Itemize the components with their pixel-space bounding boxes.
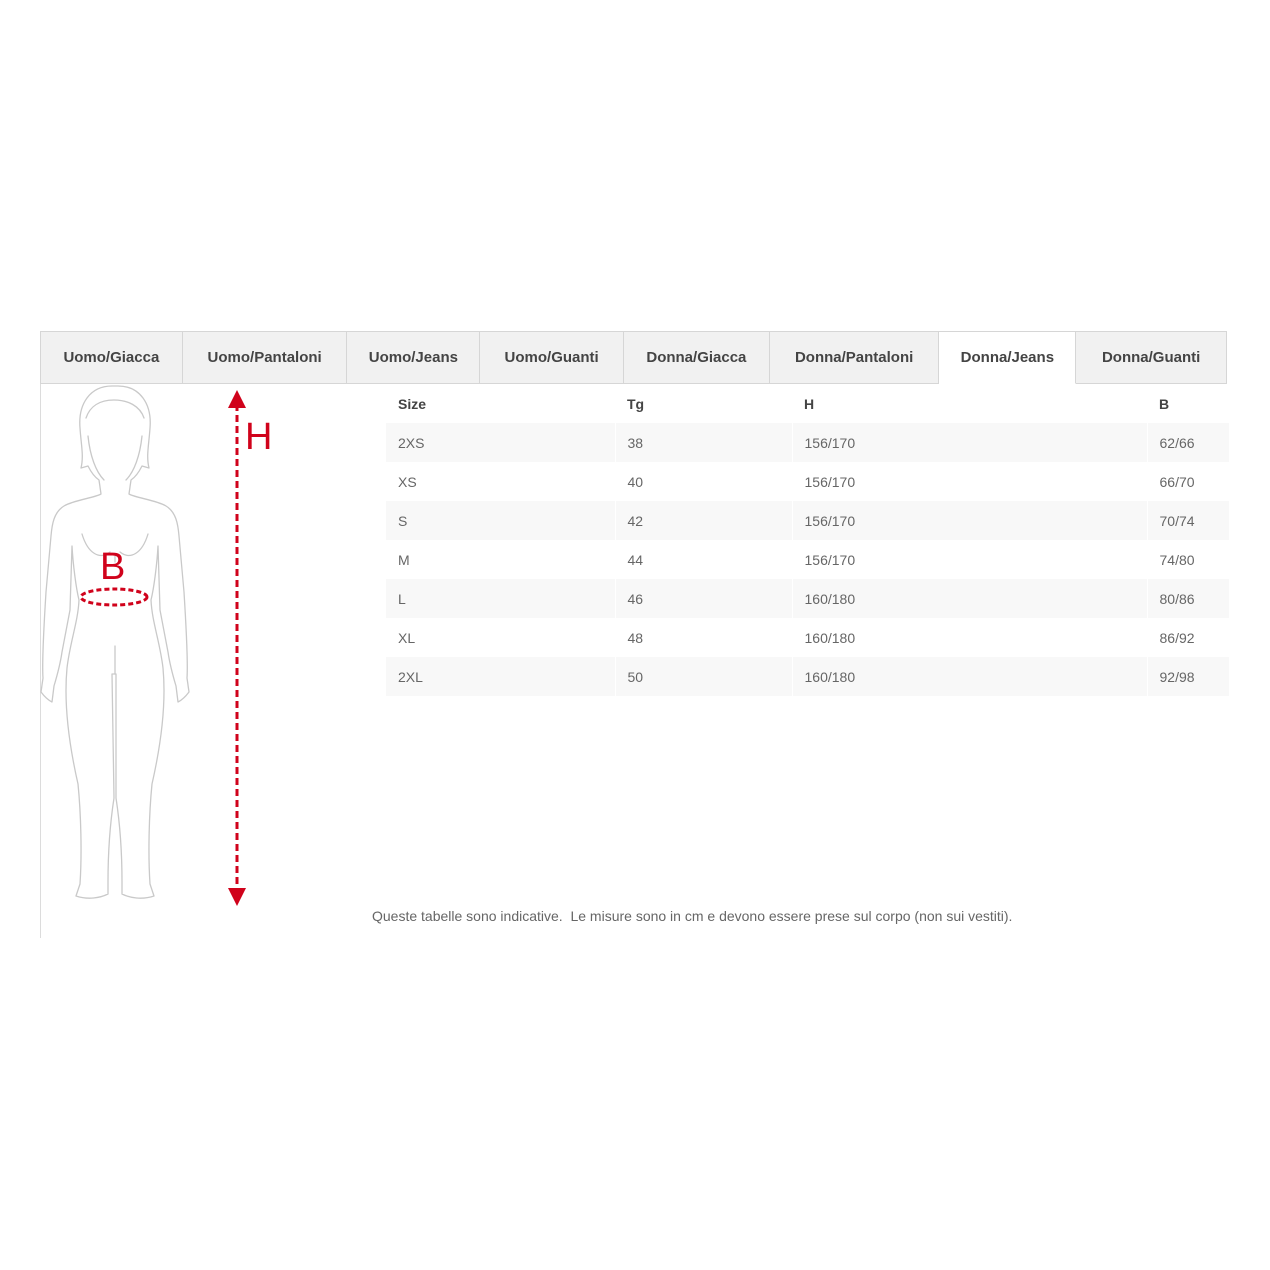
cell-size: S	[386, 501, 615, 540]
cell-tg: 48	[615, 618, 792, 657]
cell-h: 156/170	[792, 501, 1147, 540]
cell-size: XS	[386, 462, 615, 501]
cell-tg: 38	[615, 423, 792, 462]
size-category-tabs	[40, 331, 1227, 384]
cell-b: 62/66	[1147, 423, 1229, 462]
cell-size: 2XL	[386, 657, 615, 696]
tab-donna-giacca[interactable]: Donna/Giacca	[624, 332, 770, 384]
cell-h: 160/180	[792, 579, 1147, 618]
cell-h: 156/170	[792, 423, 1147, 462]
cell-tg: 42	[615, 501, 792, 540]
female-body-outline-icon	[38, 384, 298, 914]
tab-uomo-pantaloni[interactable]: Uomo/Pantaloni	[183, 332, 348, 384]
cell-size: XL	[386, 618, 615, 657]
cell-size: 2XS	[386, 423, 615, 462]
cell-tg: 46	[615, 579, 792, 618]
tab-uomo-guanti[interactable]: Uomo/Guanti	[480, 332, 624, 384]
header-tg: Tg	[627, 395, 645, 412]
cell-h: 156/170	[792, 462, 1147, 501]
header-size: Size	[398, 395, 427, 412]
table-row	[386, 423, 1229, 462]
tab-donna-pantaloni[interactable]: Donna/Pantaloni	[770, 332, 940, 384]
header-b: B	[1159, 395, 1170, 412]
cell-b: 74/80	[1147, 540, 1229, 579]
tab-uomo-giacca[interactable]: Uomo/Giacca	[41, 332, 183, 384]
height-label: H	[245, 416, 273, 458]
cell-h: 160/180	[792, 618, 1147, 657]
table-header-row	[386, 384, 1229, 423]
table-row	[386, 462, 1229, 501]
cell-b: 92/98	[1147, 657, 1229, 696]
table-row	[386, 501, 1229, 540]
table-row	[386, 618, 1229, 657]
tab-donna-jeans[interactable]: Donna/Jeans	[939, 332, 1076, 384]
table-row	[386, 657, 1229, 696]
cell-size: L	[386, 579, 615, 618]
cell-b: 86/92	[1147, 618, 1229, 657]
cell-b: 66/70	[1147, 462, 1229, 501]
size-table	[386, 384, 1229, 696]
waist-label: B	[100, 546, 126, 588]
header-h: H	[804, 395, 815, 412]
cell-b: 70/74	[1147, 501, 1229, 540]
table-row	[386, 579, 1229, 618]
disclaimer-note: Queste tabelle sono indicative. Le misure sono in cm e devono essere prese sul corpo (non sui vestiti).	[372, 908, 1013, 924]
cell-tg: 40	[615, 462, 792, 501]
cell-b: 80/86	[1147, 579, 1229, 618]
cell-h: 160/180	[792, 657, 1147, 696]
tab-donna-guanti[interactable]: Donna/Guanti	[1076, 332, 1226, 384]
table-row	[386, 540, 1229, 579]
cell-tg: 44	[615, 540, 792, 579]
cell-h: 156/170	[792, 540, 1147, 579]
cell-tg: 50	[615, 657, 792, 696]
tab-uomo-jeans[interactable]: Uomo/Jeans	[347, 332, 480, 384]
measurement-figure	[38, 384, 298, 914]
cell-size: M	[386, 540, 615, 579]
